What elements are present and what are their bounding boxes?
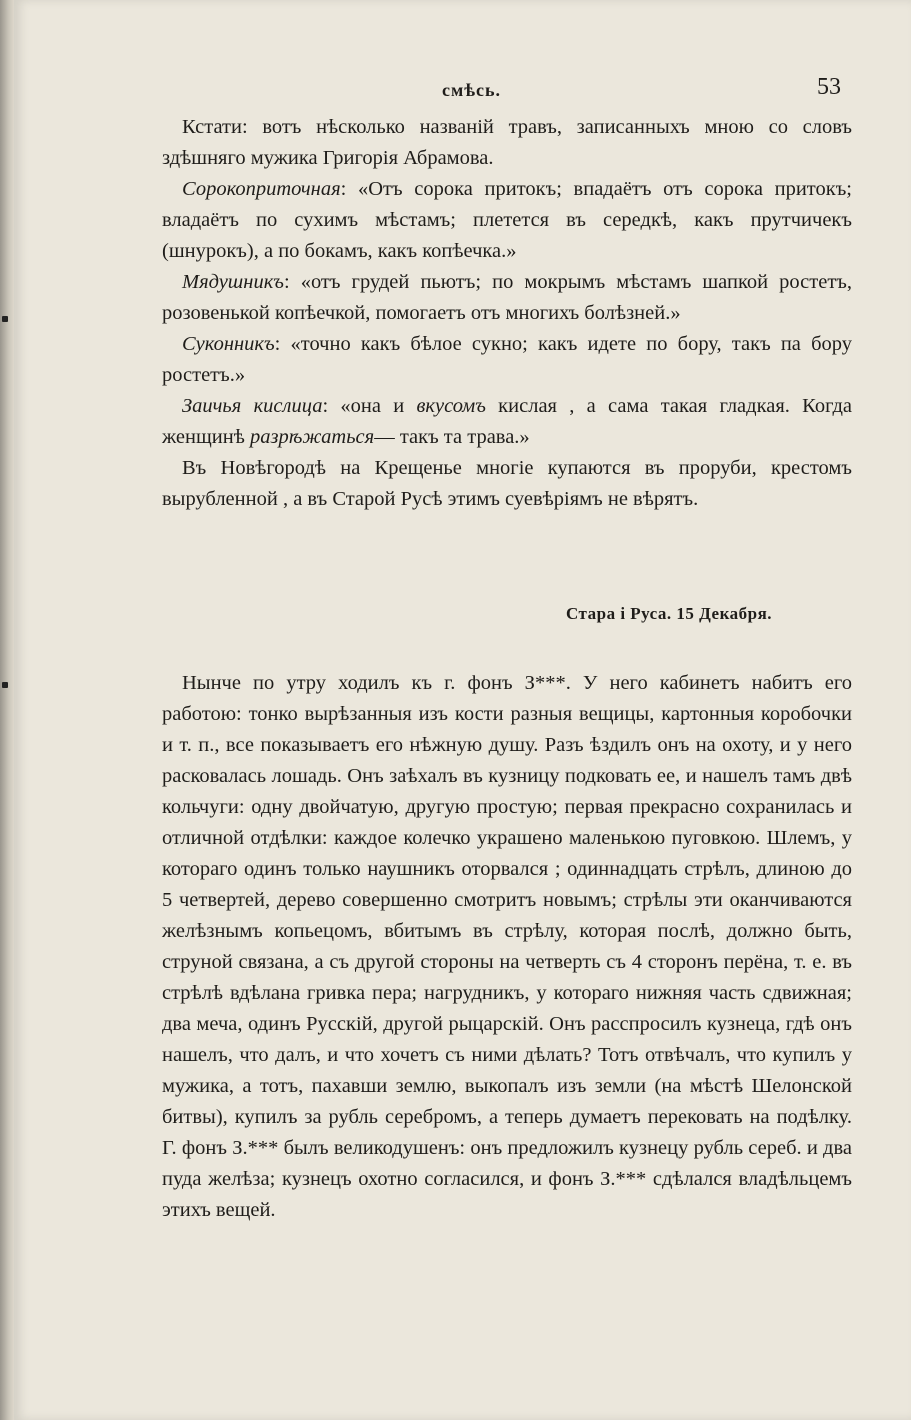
herb-term: Суконникъ (182, 333, 275, 355)
herb-description-part: : «она и (322, 395, 417, 417)
main-paragraph: Нынче по утру ходилъ къ г. фонъ З***. У него кабинетъ набитъ его работою: тонко вырѣзанныя изъ кости разныя вещицы, картонныя коробочки и т. п., все показываетъ его нѣжную душу. Разъ ѣздилъ онъ на охоту, и у него расковалась лошадь. Онъ заѣхалъ въ кузницу подковать ее, и нашелъ тамъ двѣ кольчуги: одну двойчатую, другую простую; первая прекрасно сохранилась и отличной отдѣлки: каждое колечко украшено маленькою пуговкою. Шлемъ, у котораго одинъ только наушникъ оторвался ; одиннадцать стрѣлъ, длиною до 5 четвертей, дерево совершенно смотритъ новымъ; стрѣлы эти оканчиваются желѣзнымъ копьецомъ, вбитымъ въ стрѣлу, которая послѣ, должно быть, струной связана, а съ другой стороны на четверть съ 4 сторонъ перёна, т. е. въ стрѣлѣ вдѣлана гривка пера; нагрудникъ, у котораго нижняя часть сдвижная; два меча, одинъ Русскій, другой рыцарскій. Онъ расспросилъ кузнеца, гдѣ онъ нашелъ, что далъ, и что хочетъ съ ними дѣлать? Тотъ отвѣчалъ, что купилъ у мужика, а тотъ, пахавши землю, выкопалъ изъ земли (на мѣстѣ Шелонской битвы), купилъ за рубль серебромъ, а теперь думаетъ перековать на подѣлку. Г. фонъ З.*** былъ великодушенъ: онъ предложилъ кузнецу рубль сереб. и два пуда желѣза; кузнецъ охотно согласился, и фонъ З.*** сдѣлался владѣльцемъ этихъ вещей. (162, 672, 852, 1221)
herb-term: Мядушникъ (182, 271, 284, 293)
herb-entry (162, 267, 852, 329)
book-page (14, 0, 911, 1420)
intro-paragraph: Кстати: вотъ нѣсколько названiй травъ, записанныхъ мною со словъ здѣшняго мужика Григорія Абрамова. (162, 116, 852, 169)
place-date-signature: Стара і Руса. 15 Декабря. (566, 604, 773, 623)
running-title: смѣсь. (442, 80, 502, 100)
running-head (14, 74, 911, 104)
book-gutter (0, 0, 14, 1420)
herb-entry (162, 391, 852, 453)
margin-mark (2, 682, 8, 688)
herb-description-part: кислая , а сама такая гладкая. Когда женщинѣ (162, 395, 852, 448)
herb-emphasis: разрѣжаться (249, 426, 375, 448)
herb-term: Сорокоприточная (182, 178, 341, 200)
closing-paragraph: Въ Новѣгородѣ на Крещенье многіе купаются въ проруби, крестомъ вырубленной , а въ Старой Русѣ этимъ суевѣріямъ не вѣрятъ. (162, 457, 852, 510)
margin-mark (2, 316, 8, 322)
page-number: 53 (817, 74, 841, 100)
herb-description-part: — такъ та трава.» (374, 426, 530, 448)
section-armor (162, 668, 852, 1226)
herb-term: Заичья кислица (182, 395, 323, 417)
herb-entry (162, 329, 852, 391)
herb-description: : «точно какъ бѣлое сукно; какъ идете по бору, такъ па бору ростетъ.» (162, 333, 852, 386)
herb-entry (162, 174, 852, 267)
herb-emphasis: вкусомъ (416, 395, 486, 417)
herb-description: : «отъ грудей пьютъ; по мокрымъ мѣстамъ шапкой ростетъ, розовенькой копѣечкой, помогаетъ отъ многихъ болѣзней.» (162, 271, 852, 324)
section-herbs (162, 112, 852, 515)
herb-description: : «Отъ сорока притокъ; впадаётъ отъ сорока притокъ; владаётъ по сухимъ мѣстамъ; плетется въ середкѣ, какъ прутчичекъ (шнурокъ), а по бокамъ, какъ копѣечка.» (162, 178, 852, 262)
